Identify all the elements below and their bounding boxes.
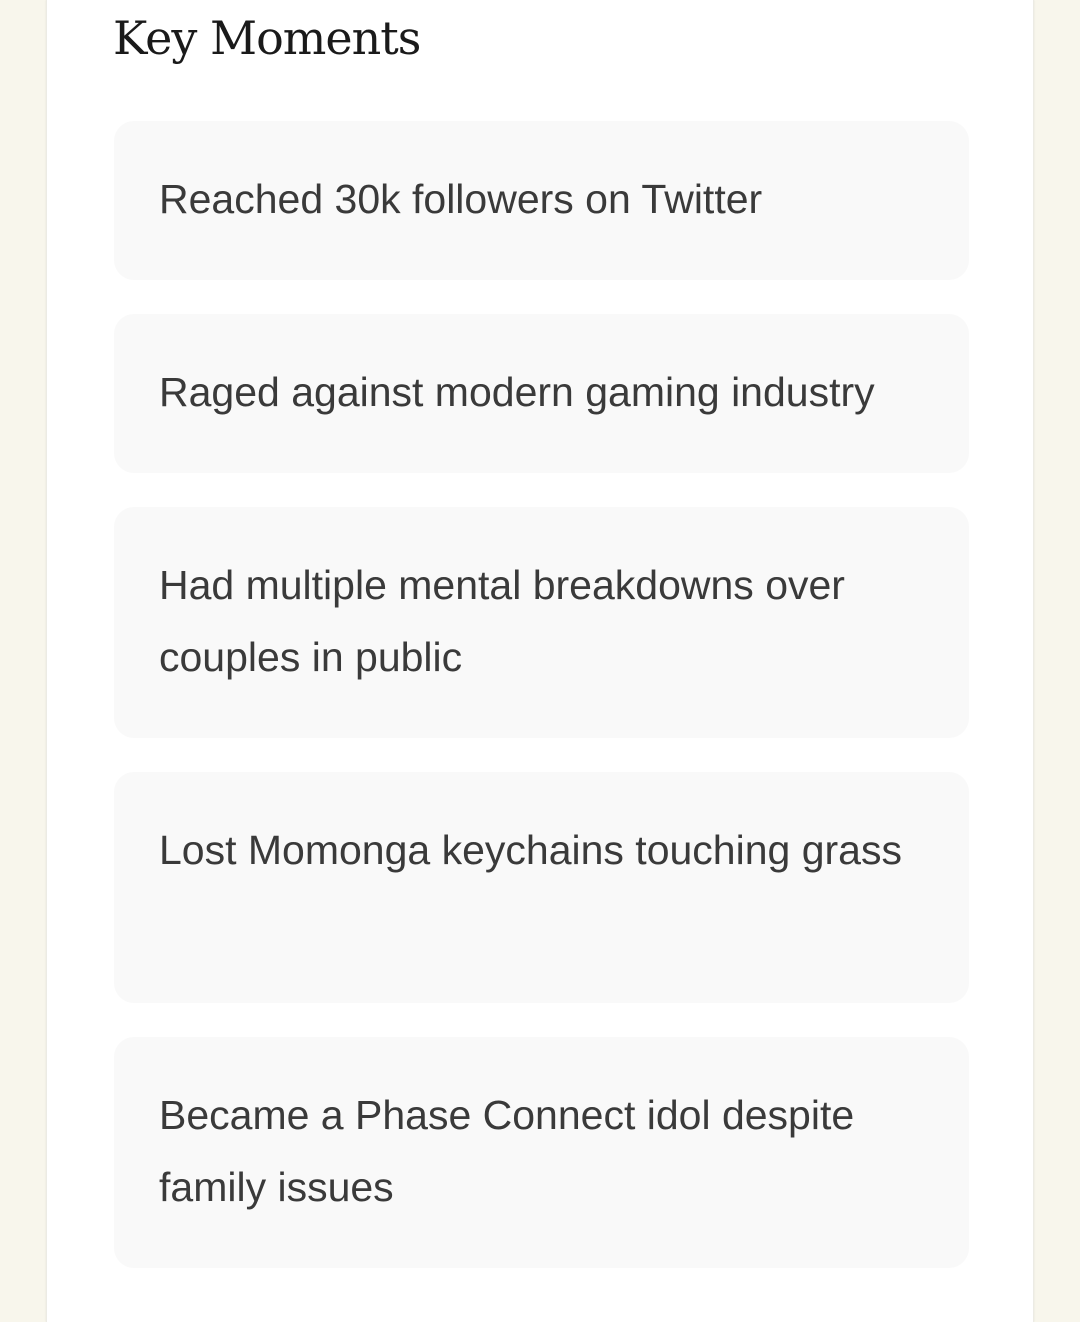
list-item[interactable] bbox=[114, 772, 969, 1003]
moment-text: Reached 30k followers on Twitter bbox=[159, 176, 763, 222]
moment-text: Raged against modern gaming industry bbox=[159, 369, 875, 415]
moment-text: Became a Phase Connect idol despite family issues bbox=[159, 1092, 855, 1210]
list-item[interactable] bbox=[114, 507, 969, 738]
section-title: Key Moments bbox=[113, 11, 421, 65]
key-moments-list bbox=[114, 121, 969, 1302]
moment-text: Lost Momonga keychains touching grass bbox=[159, 827, 902, 873]
list-item[interactable] bbox=[114, 1037, 969, 1268]
list-item[interactable] bbox=[114, 314, 969, 473]
list-item[interactable] bbox=[114, 121, 969, 280]
content-panel bbox=[46, 0, 1034, 1322]
moment-text: Had multiple mental breakdowns over couples in public bbox=[159, 562, 845, 680]
